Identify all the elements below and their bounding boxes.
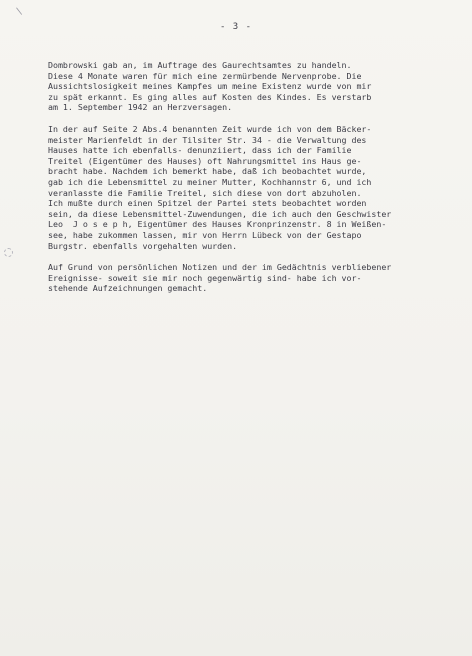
text-line: Burgstr. ebenfalls vorgehalten wurden.: [48, 240, 238, 251]
text-line: Leo J o s e p h, Eigentümer des Hauses Kronprinzenstr. 8 in Weißen-: [48, 219, 387, 230]
text-line: zu spät erkannt. Es ging alles auf Kosten des Kindes. Es verstarb: [48, 91, 372, 102]
text-line: Aussichtslosigkeit meines Kampfes um meine Existenz wurde von mir: [48, 81, 372, 92]
body-text: [48, 60, 472, 305]
text-line: Auf Grund von persönlichen Notizen und der im Gedächtnis verbliebener: [48, 262, 392, 273]
page-number: - 3 -: [219, 22, 253, 32]
pencil-mark-icon: /: [14, 6, 26, 17]
text-line: am 1. September 1942 an Herzversagen.: [48, 102, 233, 113]
text-line: meister Marienfeldt in der Tilsiter Str. 34 - die Verwaltung des: [48, 134, 367, 145]
text-line: Hauses hatte ich ebenfalls- denunziiert, dass ich der Familie: [48, 145, 352, 156]
text-line: veranlasste die Familie Treitel, sich diese von dort abzuholen.: [48, 187, 362, 198]
punch-hole-icon: [4, 248, 13, 257]
text-line: gab ich die Lebensmittel zu meiner Mutter, Kochhannstr 6, und ich: [48, 176, 372, 187]
text-line: stehende Aufzeichnungen gemacht.: [48, 283, 208, 294]
paragraph-2: [48, 124, 472, 251]
text-line: Diese 4 Monate waren für mich eine zermürbende Nervenprobe. Die: [48, 70, 362, 81]
text-line: Treitel (Eigentümer des Hauses) oft Nahrungsmittel ins Haus ge-: [48, 155, 362, 166]
text-line: sein, da diese Lebensmittel-Zuwendungen, die ich auch den Geschwister: [48, 208, 392, 219]
paragraph-3: [48, 262, 472, 294]
text-line: bracht habe. Nachdem ich bemerkt habe, daß ich beobachtet wurde,: [48, 166, 367, 177]
text-line: Ich mußte durch einen Spitzel der Partei stets beobachtet worden: [48, 198, 367, 209]
text-line: see, habe zukommen lassen, mir von Herrn Lübeck von der Gestapo: [48, 229, 362, 240]
paragraph-1: [48, 60, 472, 113]
text-line: Dombrowski gab an, im Auftrage des Gaurechtsamtes zu handeln.: [48, 60, 352, 70]
text-line: Ereignisse- soweit sie mir noch gegenwärtig sind- habe ich vor-: [48, 272, 362, 283]
text-line: In der auf Seite 2 Abs.4 benannten Zeit wurde ich von dem Bäcker-: [48, 123, 372, 134]
